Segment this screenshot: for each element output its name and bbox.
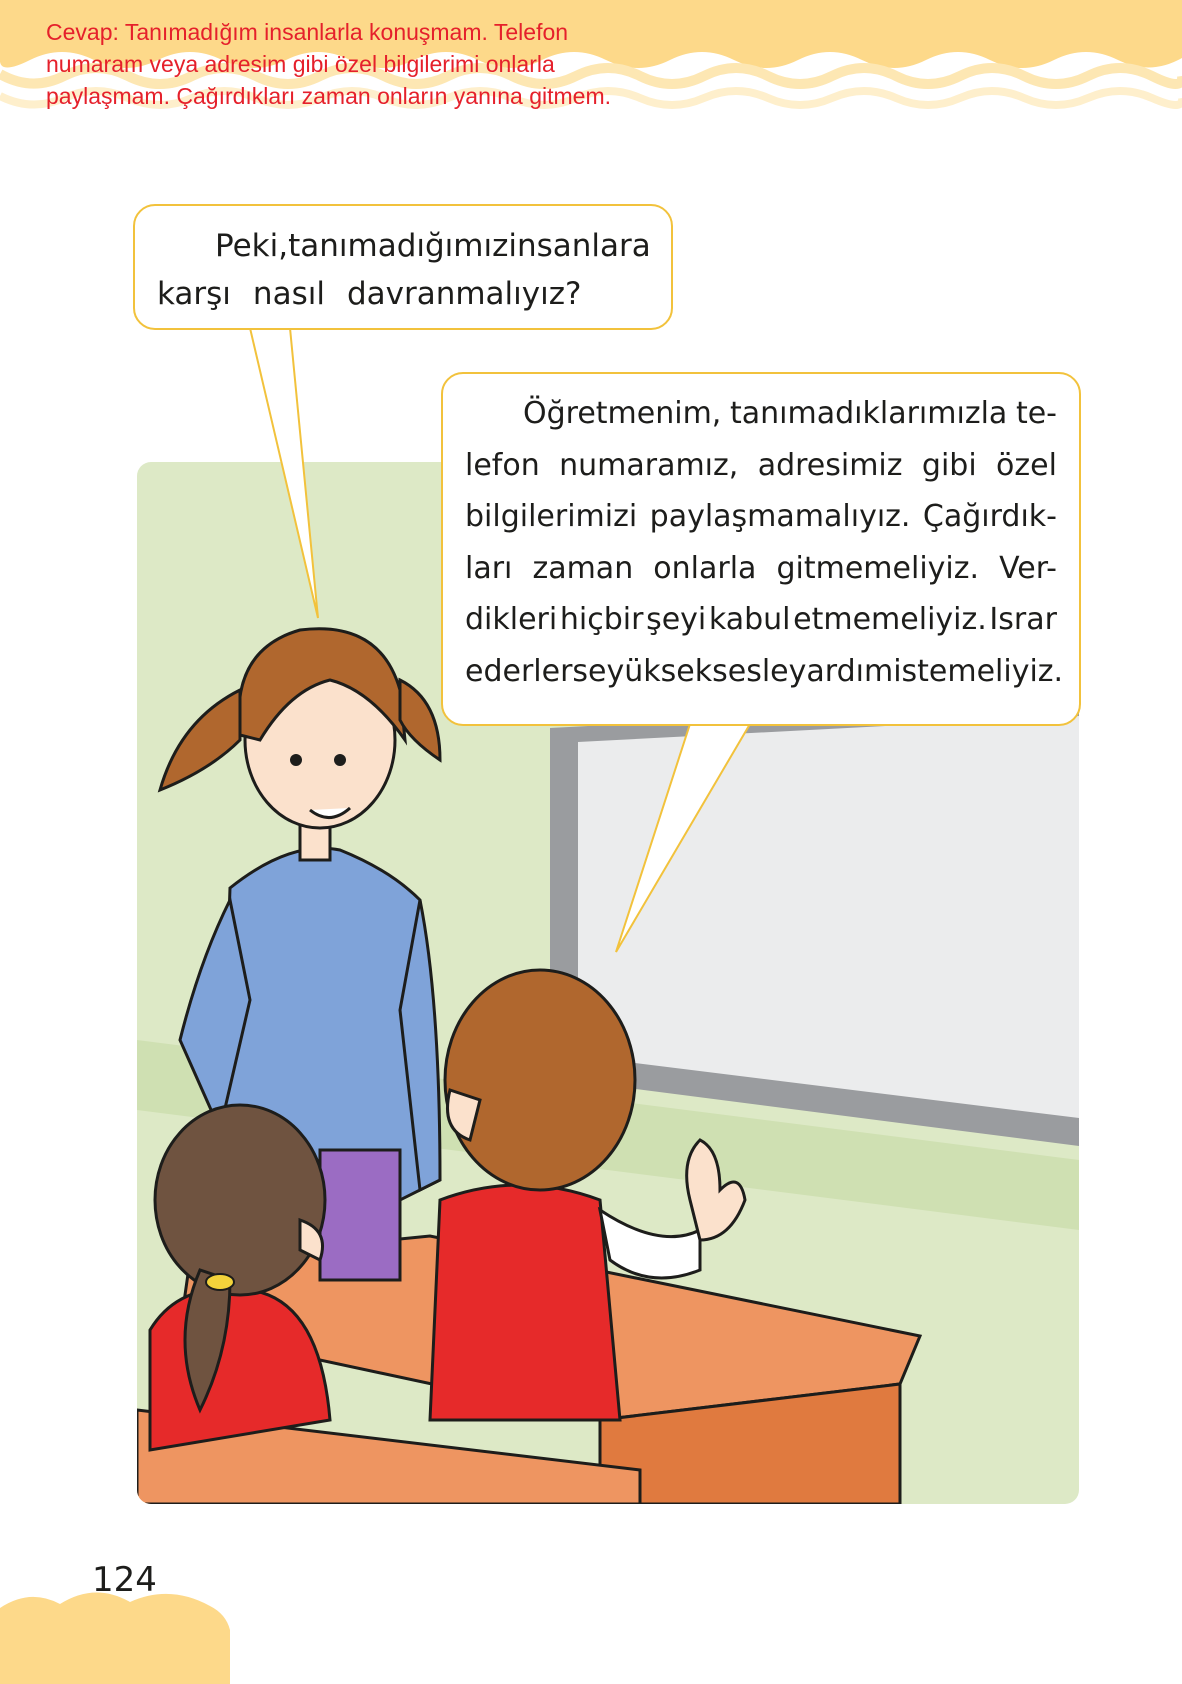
word: sesle: [712, 653, 789, 689]
word: karşı: [157, 276, 231, 312]
word: Ver-: [999, 550, 1057, 586]
answer-line: Cevap: Tanımadığım insanlarla konuşmam. Telefon: [46, 19, 569, 45]
word: Çağırdık-: [922, 499, 1057, 534]
word: dikleri: [465, 602, 558, 637]
word: insanlara: [508, 228, 651, 264]
word: kabul: [708, 602, 791, 637]
word: şeyi: [646, 602, 707, 637]
answer-line: paylaşmam. Çağırdıkları zaman onların yanına gitmem.: [46, 83, 612, 109]
word: hiçbir: [559, 602, 644, 637]
word: yüksek: [606, 653, 713, 689]
student-speech-bubble: [441, 372, 1081, 726]
word: özel: [996, 447, 1057, 483]
word: Öğretmenim,: [523, 396, 722, 431]
bubble-line: [465, 491, 1057, 543]
word: ları: [465, 550, 513, 586]
word: zaman: [532, 550, 634, 586]
word: onlarla: [653, 550, 757, 586]
word: bilgilerimizi: [465, 499, 638, 534]
word: lefon: [465, 447, 540, 483]
bubble-line: [465, 646, 1064, 698]
word: numaramız,: [559, 447, 739, 483]
word: etmemeliyiz.: [793, 602, 987, 637]
bubble-line: [157, 222, 651, 270]
word: yardım: [788, 653, 894, 689]
bubble-line: [465, 543, 1057, 595]
word: ederlerse: [465, 653, 607, 689]
word: gibi: [921, 447, 977, 483]
word: Israr: [989, 602, 1057, 637]
teacher-speech-bubble: [133, 204, 673, 330]
word: tanımadıklarımızla: [730, 396, 1008, 431]
word: davranmalıyız?: [346, 276, 582, 312]
word: Peki,: [215, 228, 289, 264]
word: nasıl: [252, 276, 325, 312]
page-number: 124: [92, 1560, 157, 1600]
bubble-line: [465, 388, 1057, 440]
bubble-line: [465, 594, 1057, 646]
bubble-line: [465, 440, 1057, 492]
whiteboard: [578, 716, 1079, 1118]
word: tanımadığımız: [288, 228, 509, 264]
word: adresimiz: [757, 447, 903, 483]
word: gitmemeliyiz.: [776, 550, 980, 586]
word: te-: [1015, 396, 1057, 431]
answer-line: numaram veya adresim gibi özel bilgilerimi onlarla: [46, 51, 555, 77]
word: paylaşmamalıyız.: [649, 499, 911, 534]
bubble-line: [157, 270, 647, 318]
word: istemeliyiz.: [893, 653, 1064, 689]
